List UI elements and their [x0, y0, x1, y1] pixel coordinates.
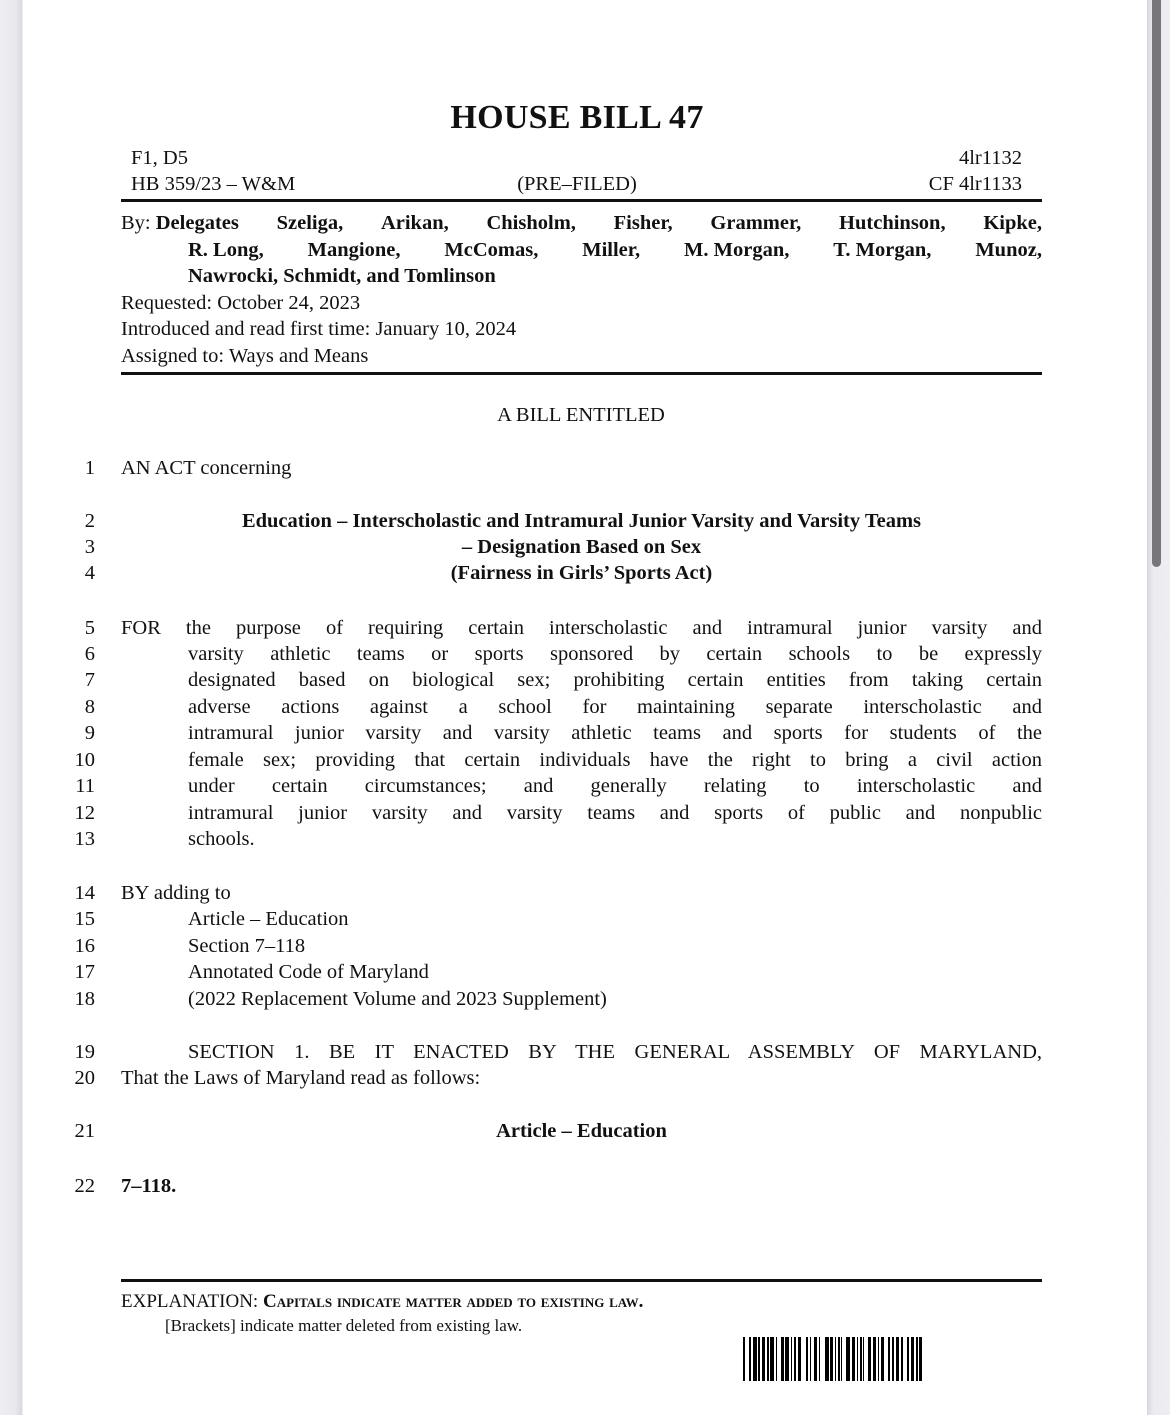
volume-reference: (2022 Replacement Volume and 2023 Supplement) [188, 988, 607, 1010]
subject-codes: F1, D5 [131, 147, 188, 169]
by-label: By: [121, 212, 151, 234]
line-number: 9 [84, 722, 95, 744]
prefiled-label: (PRE–FILED) [517, 173, 637, 195]
prior-bill-ref: HB 359/23 – W&M [131, 173, 296, 195]
line-number: 10 [74, 749, 95, 771]
explanation-line [121, 1290, 643, 1314]
act-concerning: AN ACT concerning [121, 457, 292, 479]
sponsor-name: Munoz, [975, 238, 1042, 261]
line-number: 1 [84, 457, 95, 479]
sponsor-name: Chisholm, [486, 212, 576, 234]
sponsor-name: Mangione, [307, 238, 401, 261]
sponsors-rule [121, 372, 1042, 375]
sponsor-name: M. Morgan, [684, 238, 790, 261]
introduced-date: Introduced and read first time: January 10, 2024 [121, 318, 517, 340]
sponsor-names: Nawrocki, Schmidt, and Tomlinson [188, 265, 496, 287]
sponsor-name: Fisher, [613, 212, 673, 234]
sponsor-name: McComas, [444, 238, 539, 261]
purpose-line: under certain circumstances; and generally relating to interscholastic and [188, 775, 1042, 797]
sponsor-name: Kipke, [983, 212, 1042, 234]
line-number: 22 [74, 1175, 95, 1197]
line-number: 4 [84, 562, 95, 584]
sponsor-name: T. Morgan, [833, 238, 932, 261]
sponsor-name: Grammer, [710, 212, 802, 234]
line-number: 12 [74, 802, 95, 824]
enacting-clause: SECTION 1. BE IT ENACTED BY THE GENERAL ASSEMBLY OF MARYLAND, [188, 1041, 1042, 1063]
line-number: 18 [74, 988, 95, 1010]
drafting-number: 4lr1132 [958, 147, 1022, 169]
article-reference: Article – Education [188, 908, 349, 930]
scrollbar-thumb[interactable] [1152, 0, 1161, 567]
line-number: 13 [74, 828, 95, 850]
sponsors-line-3 [121, 263, 1042, 290]
sponsor-name: Delegates [155, 212, 239, 234]
enacting-clause-cont: That the Laws of Maryland read as follows: [121, 1067, 481, 1089]
line-number: 20 [74, 1067, 95, 1089]
section-reference: Section 7–118 [188, 935, 306, 957]
bill-subject-line-2: – Designation Based on Sex [461, 536, 702, 558]
line-number: 15 [74, 908, 95, 930]
line-number: 5 [84, 617, 95, 639]
line-number: 17 [74, 961, 95, 983]
purpose-line: intramural junior varsity and varsity athletic teams and sports for students of the [188, 722, 1042, 744]
assigned-committee: Assigned to: Ways and Means [121, 344, 369, 367]
brackets-note: [Brackets] indicate matter deleted from existing law. [165, 1316, 523, 1335]
explanation-label: EXPLANATION: [121, 1291, 259, 1312]
section-number: 7–118. [121, 1175, 177, 1197]
header-rule [121, 199, 1042, 202]
line-number: 19 [74, 1041, 95, 1063]
article-heading: Article – Education [496, 1120, 667, 1142]
line-number: 7 [84, 669, 95, 691]
barcode-icon [743, 1337, 1015, 1381]
line-number: 6 [84, 643, 95, 665]
purpose-line: FOR the purpose of requiring certain interscholastic and intramural junior varsity and [121, 617, 1042, 639]
line-number: 8 [84, 696, 95, 718]
purpose-line: adverse actions against a school for maintaining separate interscholastic and [188, 696, 1042, 718]
requested-date: Requested: October 24, 2023 [121, 291, 361, 314]
bill-short-title: (Fairness in Girls’ Sports Act) [450, 562, 713, 584]
line-number: 16 [74, 935, 95, 957]
sponsor-name: Szeliga, [276, 212, 344, 234]
by-adding-to: BY adding to [121, 882, 231, 904]
sponsors-block [121, 210, 1042, 369]
line-number: 21 [74, 1120, 95, 1142]
sponsor-name: Hutchinson, [839, 212, 946, 234]
bill-title: HOUSE BILL 47 [450, 99, 704, 136]
crossfile-number: CF 4lr1133 [928, 173, 1022, 195]
line-number: 11 [75, 775, 95, 797]
purpose-line: varsity athletic teams or sports sponsored by certain schools to be expressly [188, 643, 1042, 665]
purpose-line: designated based on biological sex; prohibiting certain entities from taking certain [188, 669, 1042, 691]
viewer-left-gutter [0, 0, 22, 1415]
footer-rule [121, 1279, 1042, 1282]
bill-subject-line-1: Education – Interscholastic and Intramural Junior Varsity and Varsity Teams [241, 510, 922, 532]
sponsor-name: Arikan, [380, 212, 449, 234]
sponsors-line-2 [121, 237, 1042, 264]
sponsor-name: Miller, [582, 238, 641, 261]
sponsors-line-1 [121, 210, 1042, 237]
line-number: 3 [84, 536, 95, 558]
sponsor-name: R. Long, [188, 238, 264, 261]
purpose-line: female sex; providing that certain individuals have the right to bring a civil action [188, 749, 1042, 771]
code-reference: Annotated Code of Maryland [188, 961, 429, 983]
explanation-caps: Capitals indicate matter added to existing law. [262, 1291, 644, 1312]
bill-entitled-heading: A BILL ENTITLED [497, 404, 665, 426]
line-number: 2 [84, 510, 95, 532]
line-number: 14 [74, 882, 95, 904]
purpose-line: intramural junior varsity and varsity teams and sports of public and nonpublic [188, 802, 1042, 824]
purpose-line: schools. [188, 828, 255, 850]
